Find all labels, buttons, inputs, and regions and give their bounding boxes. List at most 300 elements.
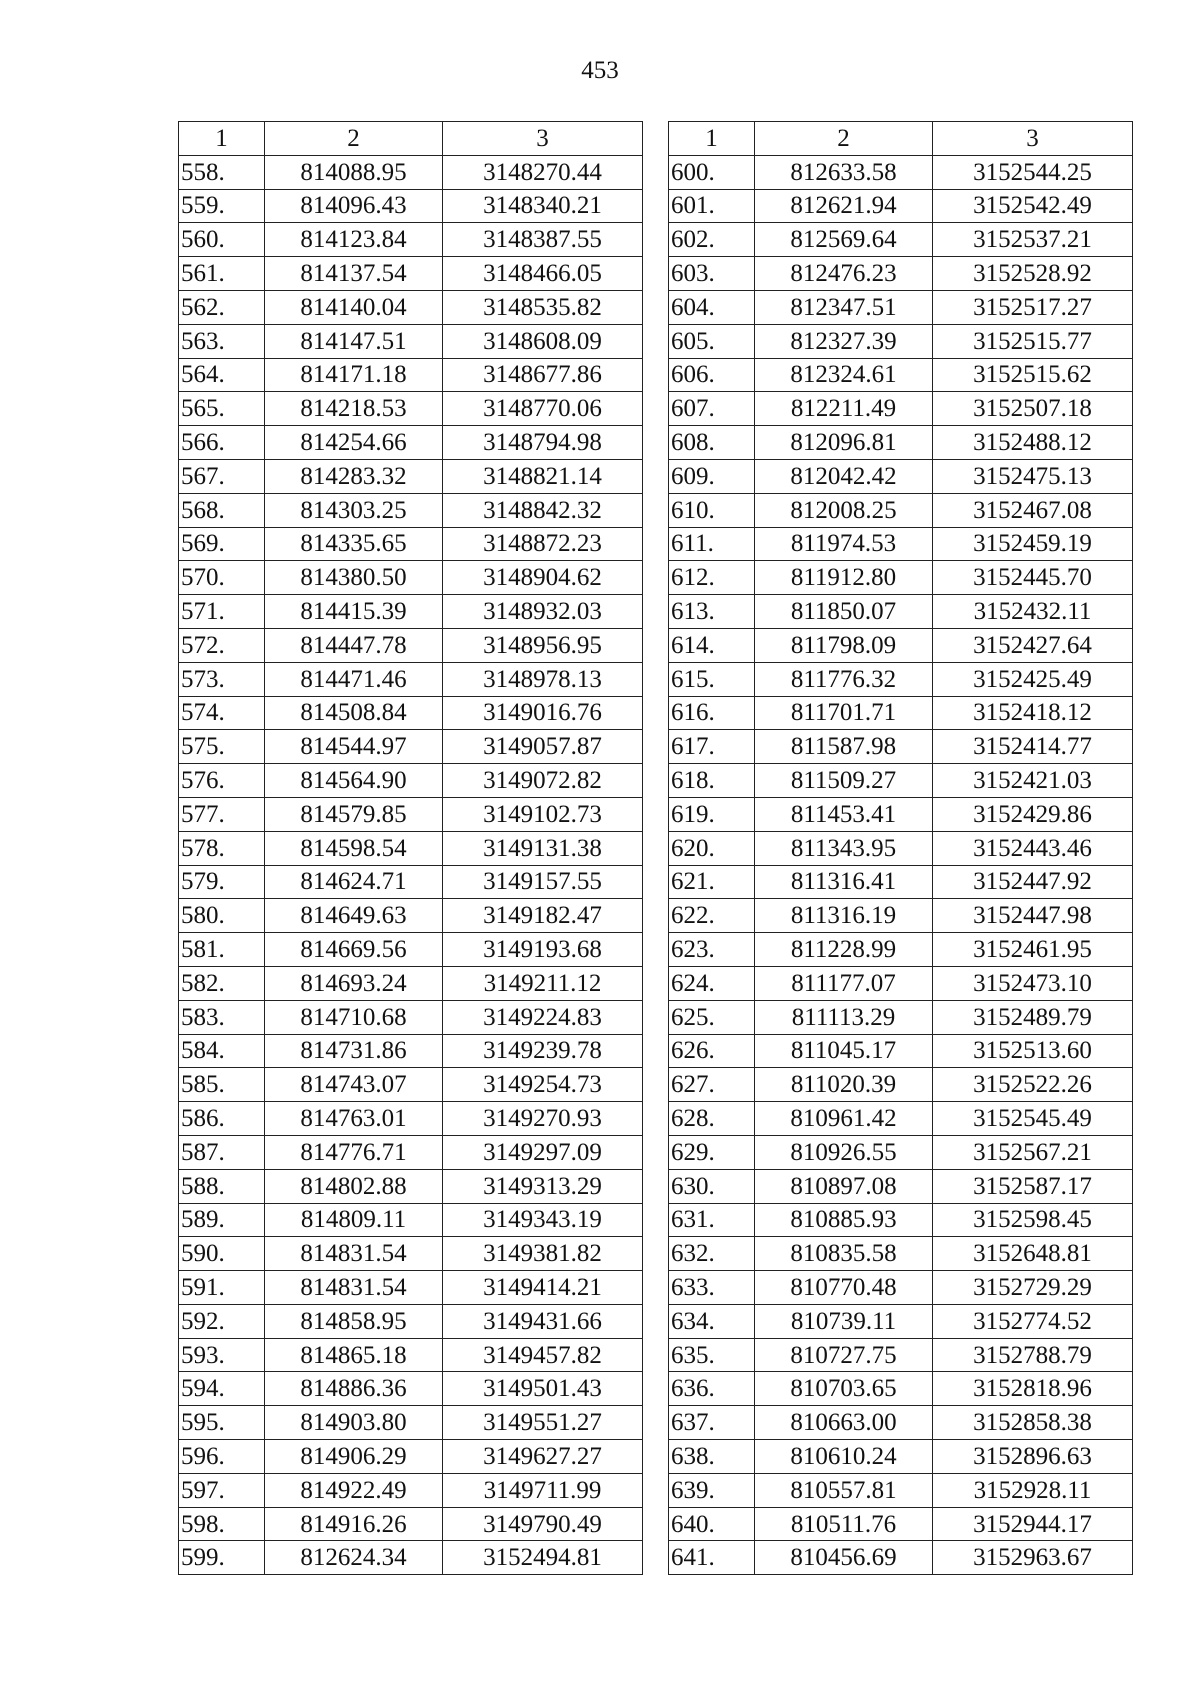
- y-coordinate-cell: 3149157.55: [443, 865, 643, 899]
- table-row: [669, 628, 1133, 662]
- y-coordinate-cell: 3148956.95: [443, 628, 643, 662]
- x-coordinate-cell: 814858.95: [265, 1304, 443, 1338]
- y-coordinate-cell: 3152427.64: [933, 628, 1133, 662]
- y-coordinate-cell: 3152587.17: [933, 1169, 1133, 1203]
- x-coordinate-cell: 810885.93: [755, 1203, 933, 1237]
- point-number-cell: 584.: [179, 1034, 265, 1068]
- point-number-cell: 570.: [179, 561, 265, 595]
- point-number-cell: 597.: [179, 1473, 265, 1507]
- table-row: [669, 1473, 1133, 1507]
- table-row: [179, 527, 643, 561]
- point-number-cell: 630.: [669, 1169, 755, 1203]
- x-coordinate-cell: 810557.81: [755, 1473, 933, 1507]
- y-coordinate-cell: 3149193.68: [443, 933, 643, 967]
- x-coordinate-cell: 814283.32: [265, 459, 443, 493]
- y-coordinate-cell: 3148340.21: [443, 189, 643, 223]
- table-row: [669, 1304, 1133, 1338]
- x-coordinate-cell: 810610.24: [755, 1440, 933, 1474]
- point-number-cell: 620.: [669, 831, 755, 865]
- y-coordinate-cell: 3152418.12: [933, 696, 1133, 730]
- y-coordinate-cell: 3152445.70: [933, 561, 1133, 595]
- table-row: [669, 662, 1133, 696]
- x-coordinate-cell: 814544.97: [265, 730, 443, 764]
- point-number-cell: 625.: [669, 1000, 755, 1034]
- point-number-cell: 618.: [669, 764, 755, 798]
- y-coordinate-cell: 3148608.09: [443, 324, 643, 358]
- y-coordinate-cell: 3149414.21: [443, 1271, 643, 1305]
- y-coordinate-cell: 3148904.62: [443, 561, 643, 595]
- y-coordinate-cell: 3149711.99: [443, 1473, 643, 1507]
- table-row: [179, 1440, 643, 1474]
- table-row: [179, 1237, 643, 1271]
- table-row: [669, 1203, 1133, 1237]
- table-row: [179, 223, 643, 257]
- y-coordinate-cell: 3149343.19: [443, 1203, 643, 1237]
- x-coordinate-cell: 814254.66: [265, 426, 443, 460]
- point-number-cell: 619.: [669, 797, 755, 831]
- y-coordinate-cell: 3152447.92: [933, 865, 1133, 899]
- table-row: [179, 1102, 643, 1136]
- table-row: [179, 730, 643, 764]
- table-row: [179, 561, 643, 595]
- y-coordinate-cell: 3152542.49: [933, 189, 1133, 223]
- table-row: [179, 1507, 643, 1541]
- table-row: [179, 1473, 643, 1507]
- table-row: [179, 628, 643, 662]
- x-coordinate-cell: 814865.18: [265, 1338, 443, 1372]
- table-row: [669, 865, 1133, 899]
- y-coordinate-cell: 3152544.25: [933, 155, 1133, 189]
- y-coordinate-cell: 3149381.82: [443, 1237, 643, 1271]
- x-coordinate-cell: 810663.00: [755, 1406, 933, 1440]
- table-row: [669, 1237, 1133, 1271]
- point-number-cell: 586.: [179, 1102, 265, 1136]
- table-row: [669, 899, 1133, 933]
- y-coordinate-cell: 3152461.95: [933, 933, 1133, 967]
- table-header-row: [179, 122, 643, 156]
- x-coordinate-cell: 811798.09: [755, 628, 933, 662]
- table-row: [669, 223, 1133, 257]
- x-coordinate-cell: 814147.51: [265, 324, 443, 358]
- table-row: [179, 1135, 643, 1169]
- point-number-cell: 593.: [179, 1338, 265, 1372]
- table-row: [669, 1406, 1133, 1440]
- x-coordinate-cell: 814649.63: [265, 899, 443, 933]
- point-number-cell: 627.: [669, 1068, 755, 1102]
- point-number-cell: 624.: [669, 966, 755, 1000]
- y-coordinate-cell: 3152414.77: [933, 730, 1133, 764]
- y-coordinate-cell: 3152447.98: [933, 899, 1133, 933]
- x-coordinate-cell: 814731.86: [265, 1034, 443, 1068]
- table-row: [179, 324, 643, 358]
- point-number-cell: 639.: [669, 1473, 755, 1507]
- table-row: [669, 1068, 1133, 1102]
- y-coordinate-cell: 3148872.23: [443, 527, 643, 561]
- y-coordinate-cell: 3152421.03: [933, 764, 1133, 798]
- x-coordinate-cell: 810703.65: [755, 1372, 933, 1406]
- table-row: [179, 1541, 643, 1575]
- table-row: [179, 1169, 643, 1203]
- table-row: [669, 1102, 1133, 1136]
- x-coordinate-cell: 812211.49: [755, 392, 933, 426]
- x-coordinate-cell: 810961.42: [755, 1102, 933, 1136]
- point-number-cell: 621.: [669, 865, 755, 899]
- coordinates-table-right: [668, 121, 1133, 1575]
- x-coordinate-cell: 814802.88: [265, 1169, 443, 1203]
- table-row: [179, 595, 643, 629]
- x-coordinate-cell: 810511.76: [755, 1507, 933, 1541]
- point-number-cell: 565.: [179, 392, 265, 426]
- table-row: [669, 933, 1133, 967]
- point-number-cell: 612.: [669, 561, 755, 595]
- x-coordinate-cell: 811020.39: [755, 1068, 933, 1102]
- table-row: [179, 696, 643, 730]
- x-coordinate-cell: 811587.98: [755, 730, 933, 764]
- x-coordinate-cell: 814598.54: [265, 831, 443, 865]
- y-coordinate-cell: 3149102.73: [443, 797, 643, 831]
- point-number-cell: 578.: [179, 831, 265, 865]
- x-coordinate-cell: 814380.50: [265, 561, 443, 595]
- y-coordinate-cell: 3152467.08: [933, 493, 1133, 527]
- point-number-cell: 563.: [179, 324, 265, 358]
- point-number-cell: 573.: [179, 662, 265, 696]
- x-coordinate-cell: 812633.58: [755, 155, 933, 189]
- y-coordinate-cell: 3149254.73: [443, 1068, 643, 1102]
- table-row: [179, 662, 643, 696]
- x-coordinate-cell: 814137.54: [265, 257, 443, 291]
- table-row: [669, 493, 1133, 527]
- point-number-cell: 598.: [179, 1507, 265, 1541]
- y-coordinate-cell: 3152513.60: [933, 1034, 1133, 1068]
- y-coordinate-cell: 3152944.17: [933, 1507, 1133, 1541]
- y-coordinate-cell: 3148821.14: [443, 459, 643, 493]
- y-coordinate-cell: 3152648.81: [933, 1237, 1133, 1271]
- x-coordinate-cell: 812327.39: [755, 324, 933, 358]
- x-coordinate-cell: 811850.07: [755, 595, 933, 629]
- table-row: [669, 1034, 1133, 1068]
- point-number-cell: 604.: [669, 290, 755, 324]
- table-row: [669, 730, 1133, 764]
- table-row: [669, 797, 1133, 831]
- x-coordinate-cell: 814903.80: [265, 1406, 443, 1440]
- point-number-cell: 564.: [179, 358, 265, 392]
- x-coordinate-cell: 810456.69: [755, 1541, 933, 1575]
- x-coordinate-cell: 811701.71: [755, 696, 933, 730]
- x-coordinate-cell: 811974.53: [755, 527, 933, 561]
- column-header-y: 3: [933, 122, 1133, 156]
- table-row: [179, 1000, 643, 1034]
- y-coordinate-cell: 3148794.98: [443, 426, 643, 460]
- point-number-cell: 580.: [179, 899, 265, 933]
- y-coordinate-cell: 3149239.78: [443, 1034, 643, 1068]
- point-number-cell: 585.: [179, 1068, 265, 1102]
- point-number-cell: 588.: [179, 1169, 265, 1203]
- table-row: [179, 358, 643, 392]
- x-coordinate-cell: 814831.54: [265, 1237, 443, 1271]
- point-number-cell: 599.: [179, 1541, 265, 1575]
- x-coordinate-cell: 814335.65: [265, 527, 443, 561]
- point-number-cell: 637.: [669, 1406, 755, 1440]
- y-coordinate-cell: 3148466.05: [443, 257, 643, 291]
- point-number-cell: 587.: [179, 1135, 265, 1169]
- y-coordinate-cell: 3149182.47: [443, 899, 643, 933]
- y-coordinate-cell: 3152818.96: [933, 1372, 1133, 1406]
- point-number-cell: 615.: [669, 662, 755, 696]
- y-coordinate-cell: 3148842.32: [443, 493, 643, 527]
- y-coordinate-cell: 3152488.12: [933, 426, 1133, 460]
- y-coordinate-cell: 3149270.93: [443, 1102, 643, 1136]
- x-coordinate-cell: 811343.95: [755, 831, 933, 865]
- column-header-number: 1: [179, 122, 265, 156]
- x-coordinate-cell: 814693.24: [265, 966, 443, 1000]
- y-coordinate-cell: 3152928.11: [933, 1473, 1133, 1507]
- point-number-cell: 568.: [179, 493, 265, 527]
- point-number-cell: 567.: [179, 459, 265, 493]
- x-coordinate-cell: 814831.54: [265, 1271, 443, 1305]
- point-number-cell: 614.: [669, 628, 755, 662]
- table-row: [179, 1372, 643, 1406]
- point-number-cell: 589.: [179, 1203, 265, 1237]
- x-coordinate-cell: 814123.84: [265, 223, 443, 257]
- table-row: [179, 189, 643, 223]
- x-coordinate-cell: 812008.25: [755, 493, 933, 527]
- y-coordinate-cell: 3148387.55: [443, 223, 643, 257]
- point-number-cell: 595.: [179, 1406, 265, 1440]
- point-number-cell: 577.: [179, 797, 265, 831]
- x-coordinate-cell: 811912.80: [755, 561, 933, 595]
- x-coordinate-cell: 814743.07: [265, 1068, 443, 1102]
- table-row: [669, 696, 1133, 730]
- point-number-cell: 572.: [179, 628, 265, 662]
- point-number-cell: 610.: [669, 493, 755, 527]
- table-row: [179, 831, 643, 865]
- table-row: [669, 1372, 1133, 1406]
- point-number-cell: 611.: [669, 527, 755, 561]
- x-coordinate-cell: 814624.71: [265, 865, 443, 899]
- y-coordinate-cell: 3149131.38: [443, 831, 643, 865]
- x-coordinate-cell: 811228.99: [755, 933, 933, 967]
- x-coordinate-cell: 814669.56: [265, 933, 443, 967]
- table-row: [669, 1000, 1133, 1034]
- table-row: [179, 1406, 643, 1440]
- y-coordinate-cell: 3149211.12: [443, 966, 643, 1000]
- point-number-cell: 575.: [179, 730, 265, 764]
- x-coordinate-cell: 811316.41: [755, 865, 933, 899]
- table-row: [179, 1068, 643, 1102]
- table-row: [669, 1271, 1133, 1305]
- table-row: [179, 257, 643, 291]
- table-row: [669, 1440, 1133, 1474]
- point-number-cell: 635.: [669, 1338, 755, 1372]
- point-number-cell: 591.: [179, 1271, 265, 1305]
- x-coordinate-cell: 811316.19: [755, 899, 933, 933]
- x-coordinate-cell: 814809.11: [265, 1203, 443, 1237]
- y-coordinate-cell: 3152598.45: [933, 1203, 1133, 1237]
- y-coordinate-cell: 3152522.26: [933, 1068, 1133, 1102]
- y-coordinate-cell: 3152489.79: [933, 1000, 1133, 1034]
- point-number-cell: 608.: [669, 426, 755, 460]
- x-coordinate-cell: 812324.61: [755, 358, 933, 392]
- point-number-cell: 641.: [669, 1541, 755, 1575]
- table-row: [669, 966, 1133, 1000]
- y-coordinate-cell: 3152545.49: [933, 1102, 1133, 1136]
- table-row: [179, 1034, 643, 1068]
- point-number-cell: 617.: [669, 730, 755, 764]
- x-coordinate-cell: 814579.85: [265, 797, 443, 831]
- column-header-number: 1: [669, 122, 755, 156]
- x-coordinate-cell: 811045.17: [755, 1034, 933, 1068]
- x-coordinate-cell: 810739.11: [755, 1304, 933, 1338]
- table-row: [179, 290, 643, 324]
- x-coordinate-cell: 812347.51: [755, 290, 933, 324]
- table-row: [669, 561, 1133, 595]
- y-coordinate-cell: 3148770.06: [443, 392, 643, 426]
- point-number-cell: 571.: [179, 595, 265, 629]
- y-coordinate-cell: 3149551.27: [443, 1406, 643, 1440]
- table-row: [179, 1304, 643, 1338]
- point-number-cell: 640.: [669, 1507, 755, 1541]
- point-number-cell: 579.: [179, 865, 265, 899]
- table-row: [179, 1203, 643, 1237]
- table-row: [669, 459, 1133, 493]
- point-number-cell: 607.: [669, 392, 755, 426]
- point-number-cell: 574.: [179, 696, 265, 730]
- table-row: [179, 764, 643, 798]
- y-coordinate-cell: 3152896.63: [933, 1440, 1133, 1474]
- x-coordinate-cell: 814088.95: [265, 155, 443, 189]
- table-row: [669, 392, 1133, 426]
- x-coordinate-cell: 812569.64: [755, 223, 933, 257]
- x-coordinate-cell: 814763.01: [265, 1102, 443, 1136]
- point-number-cell: 622.: [669, 899, 755, 933]
- x-coordinate-cell: 810770.48: [755, 1271, 933, 1305]
- x-coordinate-cell: 811453.41: [755, 797, 933, 831]
- y-coordinate-cell: 3152858.38: [933, 1406, 1133, 1440]
- table-row: [669, 257, 1133, 291]
- table-row: [669, 189, 1133, 223]
- y-coordinate-cell: 3152443.46: [933, 831, 1133, 865]
- point-number-cell: 602.: [669, 223, 755, 257]
- table-row: [669, 595, 1133, 629]
- x-coordinate-cell: 814447.78: [265, 628, 443, 662]
- y-coordinate-cell: 3149790.49: [443, 1507, 643, 1541]
- table-row: [669, 155, 1133, 189]
- x-coordinate-cell: 814140.04: [265, 290, 443, 324]
- y-coordinate-cell: 3148535.82: [443, 290, 643, 324]
- point-number-cell: 636.: [669, 1372, 755, 1406]
- point-number-cell: 603.: [669, 257, 755, 291]
- x-coordinate-cell: 810897.08: [755, 1169, 933, 1203]
- point-number-cell: 623.: [669, 933, 755, 967]
- x-coordinate-cell: 811113.29: [755, 1000, 933, 1034]
- point-number-cell: 638.: [669, 1440, 755, 1474]
- table-row: [669, 1135, 1133, 1169]
- y-coordinate-cell: 3152494.81: [443, 1541, 643, 1575]
- column-header-y: 3: [443, 122, 643, 156]
- x-coordinate-cell: 814415.39: [265, 595, 443, 629]
- x-coordinate-cell: 814096.43: [265, 189, 443, 223]
- point-number-cell: 606.: [669, 358, 755, 392]
- x-coordinate-cell: 814922.49: [265, 1473, 443, 1507]
- y-coordinate-cell: 3149057.87: [443, 730, 643, 764]
- point-number-cell: 592.: [179, 1304, 265, 1338]
- point-number-cell: 558.: [179, 155, 265, 189]
- point-number-cell: 626.: [669, 1034, 755, 1068]
- y-coordinate-cell: 3152774.52: [933, 1304, 1133, 1338]
- x-coordinate-cell: 810727.75: [755, 1338, 933, 1372]
- point-number-cell: 569.: [179, 527, 265, 561]
- point-number-cell: 616.: [669, 696, 755, 730]
- y-coordinate-cell: 3152429.86: [933, 797, 1133, 831]
- y-coordinate-cell: 3149072.82: [443, 764, 643, 798]
- x-coordinate-cell: 814303.25: [265, 493, 443, 527]
- x-coordinate-cell: 814916.26: [265, 1507, 443, 1541]
- table-row: [669, 1338, 1133, 1372]
- y-coordinate-cell: 3152963.67: [933, 1541, 1133, 1575]
- y-coordinate-cell: 3152788.79: [933, 1338, 1133, 1372]
- page-number: 453: [581, 57, 619, 84]
- table-row: [669, 527, 1133, 561]
- y-coordinate-cell: 3152507.18: [933, 392, 1133, 426]
- x-coordinate-cell: 812624.34: [265, 1541, 443, 1575]
- point-number-cell: 561.: [179, 257, 265, 291]
- point-number-cell: 613.: [669, 595, 755, 629]
- point-number-cell: 631.: [669, 1203, 755, 1237]
- point-number-cell: 576.: [179, 764, 265, 798]
- point-number-cell: 596.: [179, 1440, 265, 1474]
- x-coordinate-cell: 811177.07: [755, 966, 933, 1000]
- point-number-cell: 629.: [669, 1135, 755, 1169]
- y-coordinate-cell: 3149431.66: [443, 1304, 643, 1338]
- x-coordinate-cell: 810926.55: [755, 1135, 933, 1169]
- x-coordinate-cell: 811509.27: [755, 764, 933, 798]
- x-coordinate-cell: 814471.46: [265, 662, 443, 696]
- x-coordinate-cell: 814906.29: [265, 1440, 443, 1474]
- table-row: [179, 966, 643, 1000]
- table-header-row: [669, 122, 1133, 156]
- point-number-cell: 605.: [669, 324, 755, 358]
- point-number-cell: 559.: [179, 189, 265, 223]
- table-row: [179, 865, 643, 899]
- coordinates-table-left: [178, 121, 643, 1575]
- column-header-x: 2: [755, 122, 933, 156]
- point-number-cell: 566.: [179, 426, 265, 460]
- x-coordinate-cell: 812476.23: [755, 257, 933, 291]
- y-coordinate-cell: 3149224.83: [443, 1000, 643, 1034]
- point-number-cell: 633.: [669, 1271, 755, 1305]
- y-coordinate-cell: 3152515.77: [933, 324, 1133, 358]
- x-coordinate-cell: 814776.71: [265, 1135, 443, 1169]
- x-coordinate-cell: 814710.68: [265, 1000, 443, 1034]
- table-row: [179, 459, 643, 493]
- column-header-x: 2: [265, 122, 443, 156]
- point-number-cell: 583.: [179, 1000, 265, 1034]
- table-row: [179, 933, 643, 967]
- table-row: [179, 155, 643, 189]
- x-coordinate-cell: 814564.90: [265, 764, 443, 798]
- y-coordinate-cell: 3152432.11: [933, 595, 1133, 629]
- table-row: [179, 493, 643, 527]
- point-number-cell: 582.: [179, 966, 265, 1000]
- table-row: [669, 1541, 1133, 1575]
- y-coordinate-cell: 3152729.29: [933, 1271, 1133, 1305]
- table-row: [179, 1271, 643, 1305]
- table-row: [179, 1338, 643, 1372]
- table-row: [669, 1169, 1133, 1203]
- point-number-cell: 601.: [669, 189, 755, 223]
- point-number-cell: 581.: [179, 933, 265, 967]
- table-row: [179, 899, 643, 933]
